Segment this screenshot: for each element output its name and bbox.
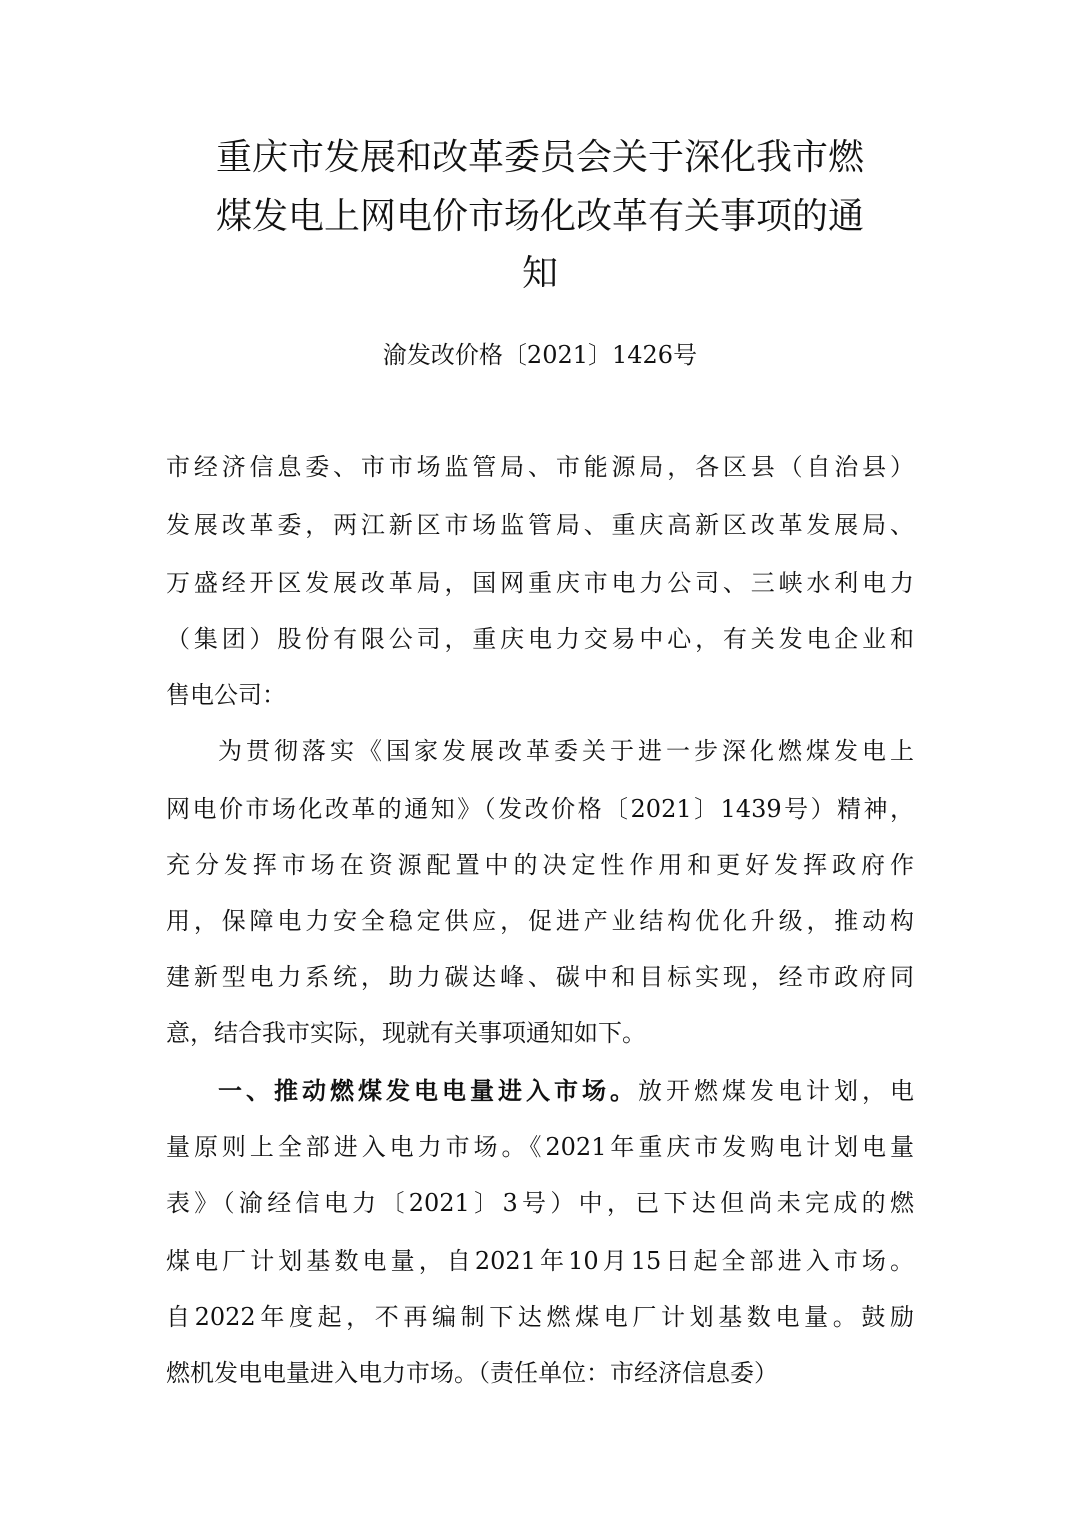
- paragraph-line: 燃机发电电量进入电力市场。（责任单位：市经济信息委）: [166, 1359, 778, 1387]
- paragraph-line: 网电价市场化改革的通知》（发改价格〔2021〕1439号）精神，: [166, 795, 914, 823]
- paragraph-line: 为贯彻落实《国家发展改革委关于进一步深化燃煤发电上: [218, 737, 914, 765]
- paragraph-line: 用，保障电力安全稳定供应，促进产业结构优化升级，推动构: [166, 907, 914, 935]
- document-title-line-3: 知: [521, 253, 558, 294]
- addressees-line: 市经济信息委、市市场监管局、市能源局，各区县（自治县）: [166, 453, 914, 481]
- paragraph-line: [218, 1074, 914, 1108]
- addressees-line: 万盛经开区发展改革局，国网重庆市电力公司、三峡水利电力: [166, 569, 914, 597]
- addressees-line: 发展改革委，两江新区市场监管局、重庆高新区改革发展局、: [166, 511, 914, 539]
- paragraph-line: 表》（渝经信电力〔2021〕3号）中，已下达但尚未完成的燃: [166, 1189, 914, 1217]
- paragraph-line: 煤电厂计划基数电量，自2021年10月15日起全部进入市场。: [166, 1247, 914, 1275]
- paragraph-line: 自2022年度起，不再编制下达燃煤电厂计划基数电量。鼓励: [166, 1303, 914, 1331]
- document-title-line-2: 煤发电上网电价市场化改革有关事项的通: [215, 196, 864, 237]
- document-title-line-1: 重庆市发展和改革委员会关于深化我市燃: [215, 137, 864, 178]
- addressees-line: 售电公司：: [166, 681, 286, 709]
- document-number: 渝发改价格〔2021〕1426号: [382, 341, 698, 369]
- addressees-line: （集团）股份有限公司，重庆电力交易中心，有关发电企业和: [166, 625, 914, 653]
- paragraph-line: 充分发挥市场在资源配置中的决定性作用和更好发挥政府作: [166, 851, 914, 879]
- section-heading: 一、推动燃煤发电电量进入市场。: [218, 1077, 638, 1105]
- paragraph-line: 建新型电力系统，助力碳达峰、碳中和目标实现，经市政府同: [166, 963, 914, 991]
- paragraph-line: 意，结合我市实际，现就有关事项通知如下。: [166, 1019, 646, 1047]
- section-text: 放开燃煤发电计划，电: [638, 1077, 914, 1105]
- paragraph-line: 量原则上全部进入电力市场。《2021年重庆市发购电计划电量: [166, 1133, 914, 1161]
